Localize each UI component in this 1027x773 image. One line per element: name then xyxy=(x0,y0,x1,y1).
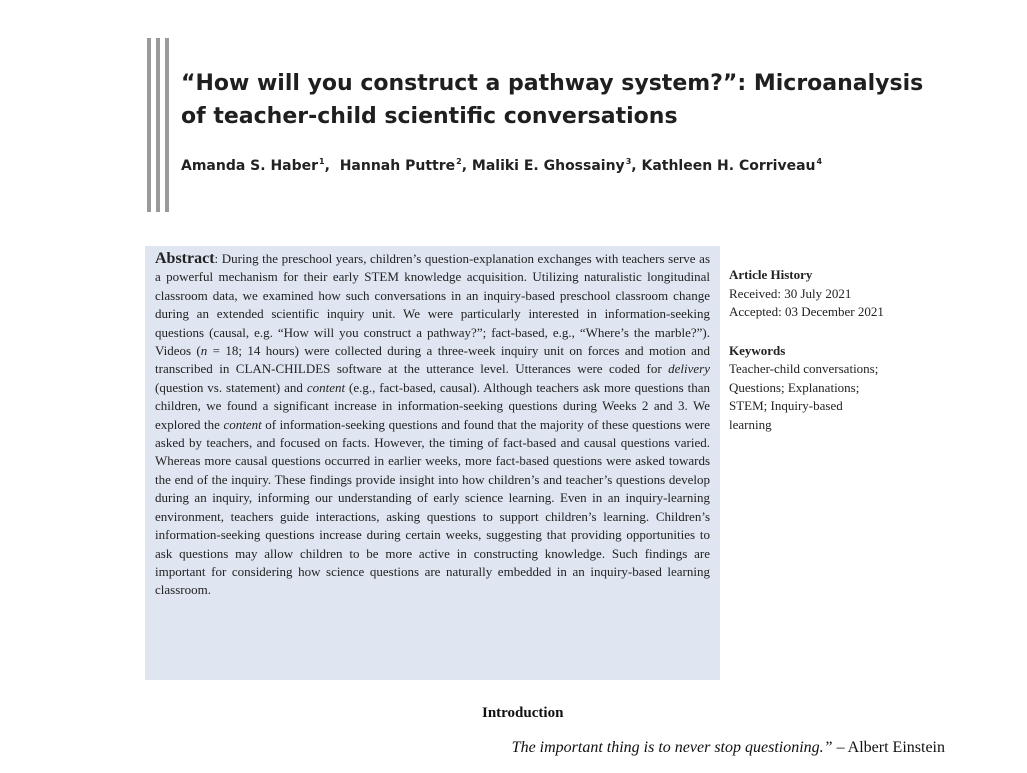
author-list: Amanda S. Haber$^1$, Hannah Puttre$^2$, Maliki E. Ghossainy$^3$, Kathleen H. Corriveau$^4$ xyxy=(181,157,823,174)
author-name: Amanda S. Haber xyxy=(181,158,319,174)
epigraph-quote: The important thing is to never stop questioning.” xyxy=(511,739,833,756)
keywords-heading: Keywords xyxy=(729,342,786,358)
paper-title: “How will you construct a pathway system?”: Microanalysis of teacher-child scientific conversations xyxy=(181,71,924,129)
affiliation-mark: 1 xyxy=(319,157,325,166)
affiliation-mark: 3 xyxy=(625,157,632,166)
abstract-label: Abstract xyxy=(155,250,215,267)
received-date: Received: 30 July 2021 xyxy=(729,285,852,301)
epigraph-attribution: – Albert Einstein xyxy=(832,739,945,756)
keyword-line: learning xyxy=(729,416,772,432)
article-history-heading: Article History xyxy=(729,267,813,282)
author-name: Maliki E. Ghossainy xyxy=(471,158,625,174)
author-name: Kathleen H. Corriveau xyxy=(641,158,816,174)
abstract-text: Abstract: During the preschool years, children’s question-explanation exchanges with teachers serve as a powerful mechanism for their early STEM knowledge acquisition. Utilizing naturalistic longitudinal classroom data, we examined how such conversations in an inquiry-based preschool classroom change during an extended scientific inquiry unit. We were particularly interested in information-seeking questions (causal, e.g. “How will you construct a pathway?”; fact-based, e.g., “Where’s the marble?”). Videos (n = 18; 14 hours) were collected during a three-week inquiry unit on forces and motion and transcribed in CLAN-CHILDES software at the utterance level. Utterances were coded for delivery (question vs. statement) and content (e.g., fact-based, causal). Although teachers ask more questions than children, we found a significant increase in information-seeking questions during Weeks 2 and 3. We explored the content of information-seeking questions and found that the majority of these questions were asked by teachers, and focused on facts. However, the timing of fact-based and causal questions varied. Whereas more causal questions occurred in earlier weeks, more fact-based questions were asked towards the end of the inquiry. These findings provide insight into how children’s and teacher’s questions develop during an inquiry, informing our understanding of early science learning. Even in an inquiry-learning environment, teachers guide interactions, asking questions to support children’s learning. Children’s information-seeking questions increase during certain weeks, suggesting that providing opportunities to ask questions may allow children to be more active in constructing knowledge. Such findings are important for considering how science questions are naturally embedded in an inquiry-based learning classroom. xyxy=(155,250,711,598)
affiliation-mark: 2 xyxy=(456,157,462,166)
abstract-box xyxy=(145,246,720,680)
keyword-line: STEM; Inquiry-based xyxy=(729,398,843,413)
author-name: Hannah Puttre xyxy=(339,158,456,174)
article-sidebar xyxy=(729,266,929,434)
affiliation-mark: 4 xyxy=(816,157,823,166)
accepted-date: Accepted: 03 December 2021 xyxy=(729,304,884,319)
introduction-heading: Introduction xyxy=(482,705,564,721)
keyword-line: Teacher-child conversations; xyxy=(729,361,879,376)
keyword-line: Questions; Explanations; xyxy=(729,379,860,395)
epigraph xyxy=(512,739,945,757)
decorative-vertical-bars xyxy=(147,38,171,212)
